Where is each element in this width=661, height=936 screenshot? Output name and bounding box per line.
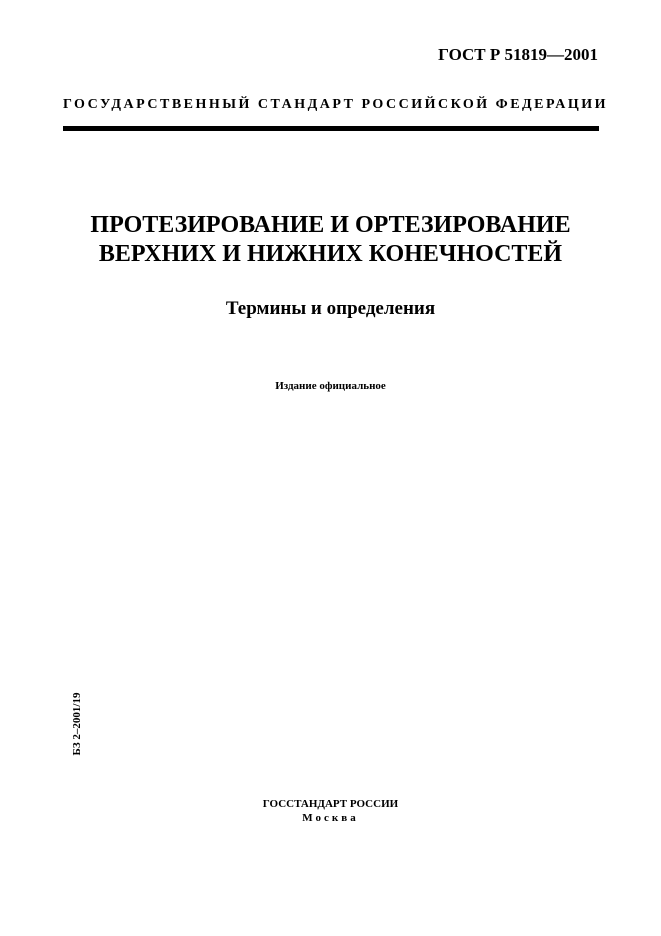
document-code: ГОСТ Р 51819—2001 <box>438 45 598 64</box>
side-catalog-code <box>70 690 84 758</box>
title-line-1: ПРОТЕЗИРОВАНИЕ И ОРТЕЗИРОВАНИЕ <box>90 212 571 238</box>
title-line-2: ВЕРХНИХ И НИЖНИХ КОНЕЧНОСТЕЙ <box>98 241 563 267</box>
document-title <box>30 211 631 269</box>
document-subtitle: Термины и определения <box>225 298 436 319</box>
edition-note: Издание официальное <box>275 380 386 392</box>
side-catalog-code-text: БЗ 2–2001/19 <box>71 692 83 756</box>
state-standard-heading: ГОСУДАРСТВЕННЫЙ СТАНДАРТ РОССИЙСКОЙ ФЕДЕРАЦИИ <box>63 97 609 112</box>
publisher-name: ГОССТАНДАРТ РОССИИ <box>262 798 399 810</box>
publisher-city: Москва <box>302 812 359 824</box>
header-divider <box>63 126 599 131</box>
